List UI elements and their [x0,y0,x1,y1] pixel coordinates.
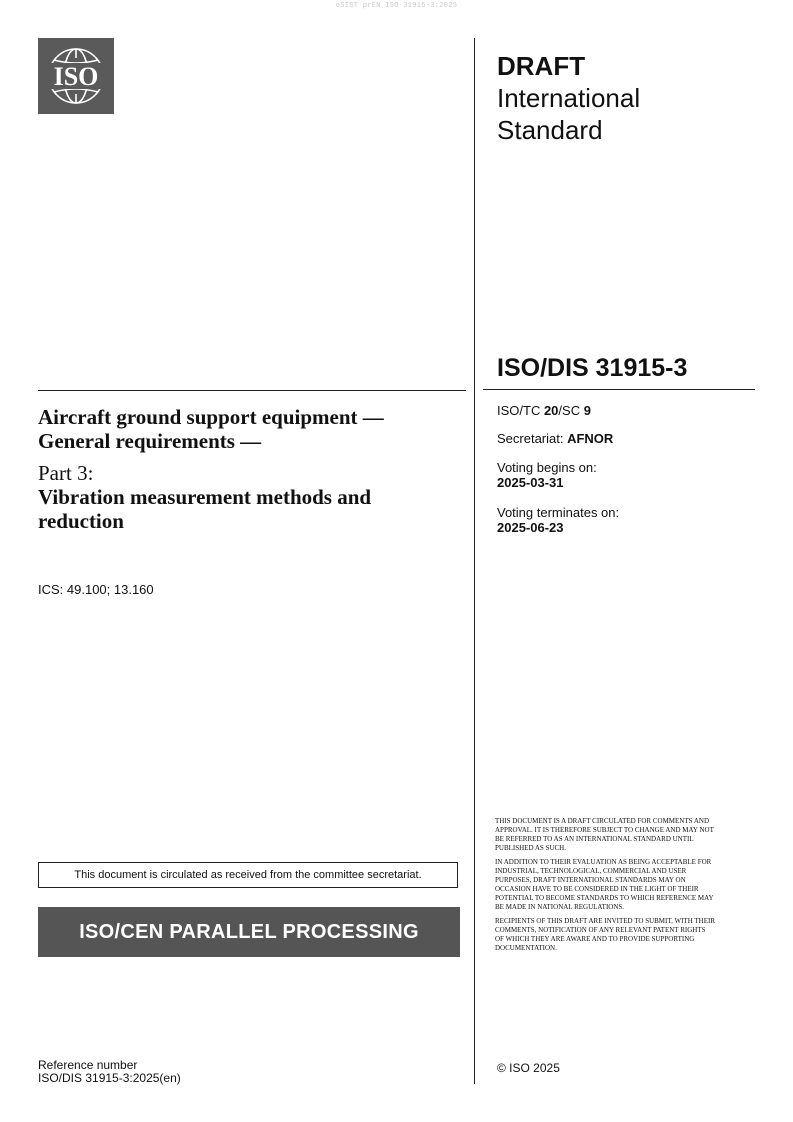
watermark-text: oSIST prEN ISO 31915-3:2025 [335,2,458,10]
voting-begins [497,460,597,490]
disclaimer-paragraph: IN ADDITION TO THEIR EVALUATION AS BEING ACCEPTABLE FOR INDUSTRIAL, TECHNOLOGICAL, COMMERCIAL AND USER PURPOSES, DRAFT INTERNATIONAL STANDARDS MAY ON OCCASION HAVE TO BE CONSIDERED IN THE LIGHT OF THEIR POTENTIAL TO BECOME STANDARDS TO WHICH REFERENCE MAY BE MADE IN NATIONAL REGULATIONS. [495,858,714,911]
reference-label: Reference number [38,1058,138,1072]
voting-terminates [497,505,619,535]
standard-label: Standard [497,115,603,145]
disclaimer-paragraph: THIS DOCUMENT IS A DRAFT CIRCULATED FOR COMMENTS AND APPROVAL. IT IS THEREFORE SUBJECT TO CHANGE AND MAY NOT BE REFERRED TO AS AN INTERNATIONAL STANDARD UNTIL PUBLISHED AS SUCH. [495,817,714,852]
reference-value: ISO/DIS 31915-3:2025(en) [38,1071,181,1085]
secretariat-label: Secretariat: [497,431,568,446]
document-type-heading [497,50,757,146]
ics-codes: ICS: 49.100; 13.160 [38,582,154,597]
international-label: International [497,83,641,113]
copyright: © ISO 2025 [497,1061,560,1075]
secretariat-value: AFNOR [567,431,614,446]
parallel-processing-banner: ISO/CEN PARALLEL PROCESSING [38,907,460,957]
document-title [38,405,458,533]
voting-begins-date: 2025-03-31 [497,475,564,490]
voting-begins-label: Voting begins on: [497,460,597,475]
committee-prefix: ISO/TC [497,403,544,418]
title-main: Aircraft ground support equipment — General requirements — [38,405,384,453]
disclaimer-paragraph: RECIPIENTS OF THIS DRAFT ARE INVITED TO SUBMIT, WITH THEIR COMMENTS, NOTIFICATION OF ANY RELEVANT PATENT RIGHTS OF WHICH THEY ARE AWARE AND TO PROVIDE SUPPORTING DOCUMENTATION. [495,917,715,952]
reference-number [38,1059,181,1085]
iso-logo-text: ISO [53,62,99,91]
horizontal-divider-right [483,389,755,390]
secretariat-line [497,431,613,446]
sc-prefix: /SC [558,403,584,418]
vertical-divider [474,38,475,1084]
committee-line [497,403,591,418]
voting-terminates-label: Voting terminates on: [497,505,620,520]
iso-logo [38,38,114,114]
draft-label: DRAFT [497,51,586,81]
sc-number: 9 [583,403,591,418]
standard-number: ISO/DIS 31915-3 [497,354,688,382]
title-part: Part 3: [38,461,94,485]
circulated-note: This document is circulated as received from the committee secretariat. [38,862,458,888]
title-subtitle: Vibration measurement methods and reduction [38,485,372,533]
horizontal-divider-left [38,390,466,391]
tc-number: 20 [543,403,559,418]
draft-disclaimer [495,817,715,958]
iso-globe-icon [38,38,114,114]
voting-terminates-date: 2025-06-23 [497,520,564,535]
